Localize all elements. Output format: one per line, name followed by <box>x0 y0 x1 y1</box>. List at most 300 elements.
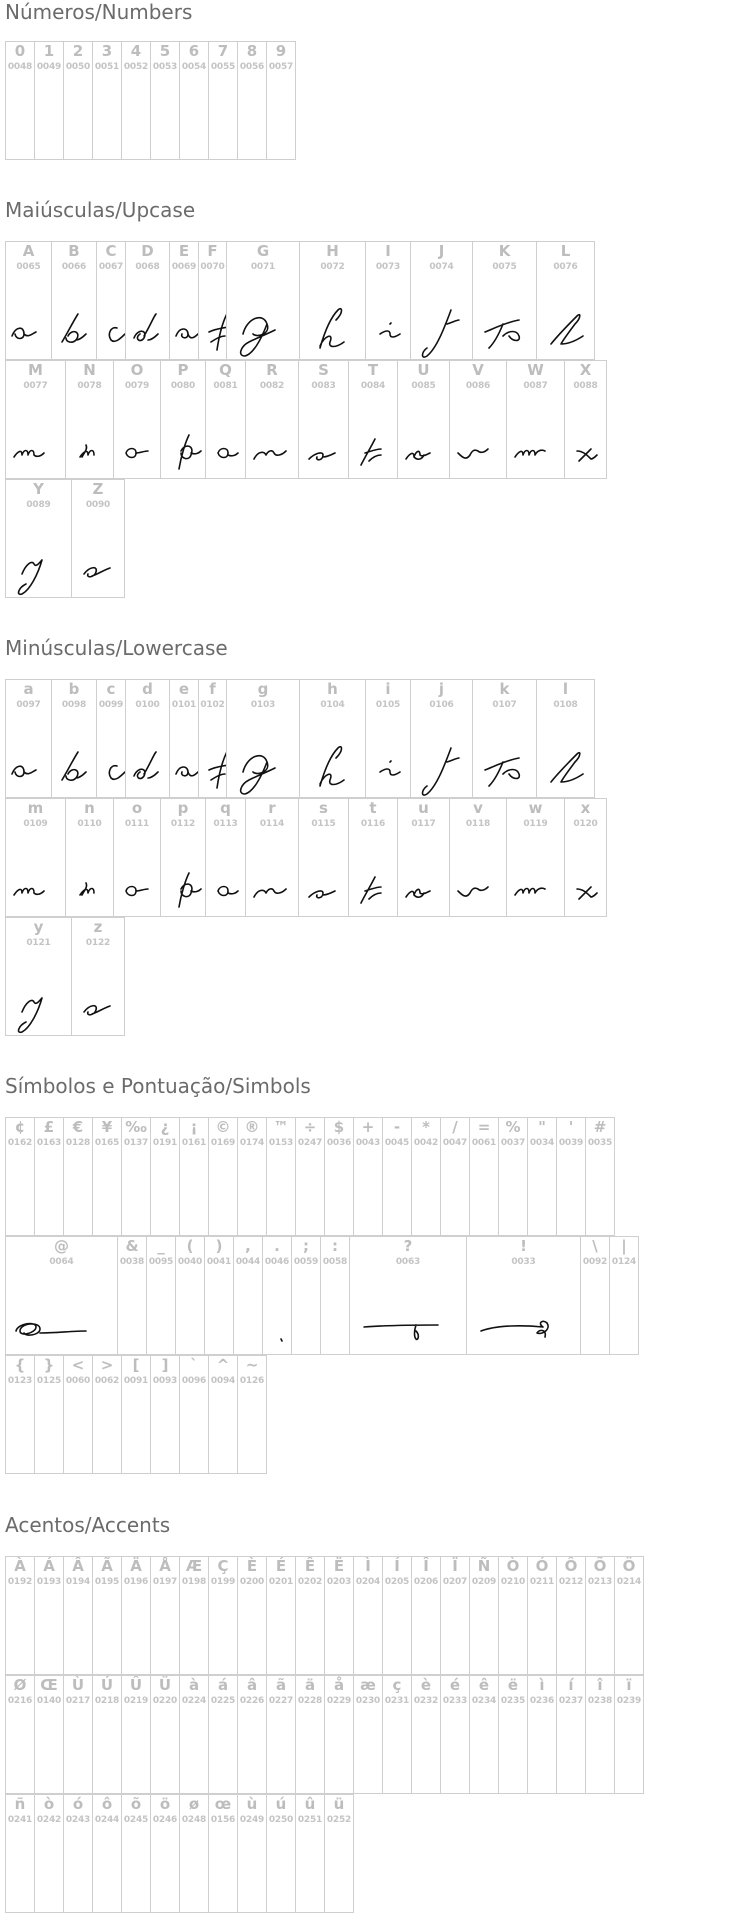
glyph-cell <box>226 679 300 798</box>
glyph-code: 0219 <box>123 1696 149 1706</box>
glyph-code: 0097 <box>16 700 41 710</box>
glyph-cell <box>609 1236 639 1355</box>
glyph-code: 0118 <box>465 819 491 829</box>
glyph-character: Ä <box>130 1557 142 1575</box>
glyph-character: ¢ <box>14 1118 26 1136</box>
glyph-cell <box>536 679 595 798</box>
section-title: Maiúsculas/Upcase <box>5 198 196 222</box>
glyph-cell <box>291 1236 321 1355</box>
glyph-cell <box>411 1117 441 1236</box>
glyph-character: á <box>217 1676 229 1694</box>
glyph-character: ) <box>215 1237 223 1255</box>
glyph-cell <box>506 360 565 479</box>
glyph-code: 0059 <box>293 1257 319 1267</box>
glyph-cell <box>63 1117 93 1236</box>
glyph-character: ñ <box>14 1795 26 1813</box>
glyph-character: V <box>472 361 484 379</box>
glyph-character: i <box>385 680 391 698</box>
glyph-cell <box>146 1236 176 1355</box>
glyph-code: 0055 <box>210 62 236 72</box>
glyph-code: 0050 <box>65 62 91 72</box>
glyph-code: 0232 <box>413 1696 439 1706</box>
glyph-cell <box>397 360 450 479</box>
glyph-sample <box>473 714 537 798</box>
glyph-cell <box>179 1675 209 1794</box>
glyph-character: q <box>220 799 231 817</box>
glyph-sample <box>114 395 161 479</box>
glyph-cell <box>51 679 97 798</box>
glyph-character: z <box>93 918 103 936</box>
glyph-code: 0248 <box>181 1815 207 1825</box>
glyph-code: 0220 <box>152 1696 178 1706</box>
glyph-sample <box>6 1271 118 1355</box>
glyph-character: ' <box>568 1118 574 1136</box>
glyph-code: 0072 <box>320 262 345 272</box>
glyph-code: 0153 <box>268 1138 294 1148</box>
glyph-code: 0196 <box>123 1577 149 1587</box>
glyph-sample <box>450 395 507 479</box>
glyph-cell <box>179 1794 209 1913</box>
glyph-character: Ê <box>304 1557 316 1575</box>
glyph-code: 0110 <box>77 819 102 829</box>
glyph-sample <box>299 395 349 479</box>
glyph-character: F <box>207 242 218 260</box>
glyph-code: 0246 <box>152 1815 178 1825</box>
glyph-character: K <box>498 242 511 260</box>
glyph-code: 0048 <box>7 62 33 72</box>
section-title: Acentos/Accents <box>5 1513 171 1537</box>
glyph-cell <box>208 1117 238 1236</box>
glyph-sample <box>170 276 199 360</box>
glyph-code: 0089 <box>26 500 51 510</box>
glyph-cell <box>262 1236 292 1355</box>
glyph-character: Õ <box>593 1557 607 1575</box>
glyph-code: 0085 <box>411 381 436 391</box>
glyph-cell <box>266 1794 296 1913</box>
glyph-character: E <box>178 242 190 260</box>
glyph-character: x <box>580 799 591 817</box>
glyph-cell <box>237 1556 267 1675</box>
glyph-character: s <box>319 799 328 817</box>
glyph-code: 0102 <box>200 700 225 710</box>
glyph-character: [ <box>132 1356 140 1374</box>
glyph-character: r <box>268 799 276 817</box>
glyph-code: 0156 <box>210 1815 236 1825</box>
glyph-cell <box>5 1355 35 1474</box>
glyph-cell <box>5 1556 35 1675</box>
glyph-sample <box>227 714 300 798</box>
glyph-cell <box>226 241 300 360</box>
glyph-cell <box>397 798 450 917</box>
glyph-cell <box>63 1675 93 1794</box>
glyph-code: 0193 <box>36 1577 62 1587</box>
glyph-cell <box>63 41 93 160</box>
glyph-code: 0043 <box>355 1138 381 1148</box>
glyph-code: 0243 <box>65 1815 91 1825</box>
glyph-code: 0163 <box>36 1138 62 1148</box>
glyph-code: 0224 <box>181 1696 207 1706</box>
glyph-character: Ñ <box>477 1557 491 1575</box>
glyph-code: 0095 <box>148 1257 174 1267</box>
glyph-sample <box>507 833 565 917</box>
glyph-code: 0103 <box>250 700 276 710</box>
glyph-cell <box>469 1675 499 1794</box>
glyph-cell <box>121 1556 151 1675</box>
glyph-code: 0231 <box>384 1696 410 1706</box>
glyph-character: B <box>68 242 80 260</box>
glyph-cell <box>324 1117 354 1236</box>
glyph-cell <box>175 1236 205 1355</box>
glyph-cell <box>348 360 398 479</box>
glyph-code: 0236 <box>529 1696 555 1706</box>
glyph-cell <box>382 1117 412 1236</box>
glyph-sample <box>450 833 507 917</box>
glyph-cell <box>527 1556 557 1675</box>
glyph-cell <box>324 1675 354 1794</box>
glyph-code: 0123 <box>7 1376 33 1386</box>
glyph-character: 0 <box>14 42 26 60</box>
glyph-cell <box>295 1675 325 1794</box>
glyph-sample <box>52 714 97 798</box>
glyph-character: ã <box>275 1676 287 1694</box>
glyph-cell <box>51 241 97 360</box>
glyph-cell <box>564 360 607 479</box>
glyph-character: Ã <box>101 1557 113 1575</box>
glyph-character: A <box>22 242 35 260</box>
glyph-character: ~ <box>245 1356 259 1374</box>
glyph-code: 0202 <box>297 1577 323 1587</box>
glyph-cell <box>160 360 206 479</box>
glyph-cell <box>411 1675 441 1794</box>
glyph-cell <box>411 1556 441 1675</box>
glyph-code: 0096 <box>181 1376 207 1386</box>
glyph-character: l <box>562 680 569 698</box>
glyph-character: ; <box>303 1237 309 1255</box>
glyph-cell <box>5 241 52 360</box>
glyph-character: $ <box>333 1118 345 1136</box>
glyph-character: ( <box>186 1237 194 1255</box>
glyph-character: ó <box>72 1795 84 1813</box>
glyph-code: 0217 <box>65 1696 91 1706</box>
glyph-cell <box>169 241 199 360</box>
glyph-code: 0062 <box>94 1376 120 1386</box>
glyph-code: 0229 <box>326 1696 352 1706</box>
glyph-character: Í <box>394 1557 400 1575</box>
glyph-code: 0245 <box>123 1815 149 1825</box>
glyph-sample <box>206 833 246 917</box>
glyph-code: 0086 <box>465 381 491 391</box>
glyph-character: { <box>14 1356 26 1374</box>
glyph-code: 0053 <box>152 62 178 72</box>
glyph-cell <box>150 41 180 160</box>
glyph-code: 0041 <box>206 1257 232 1267</box>
glyph-code: 0111 <box>124 819 150 829</box>
glyph-character: 8 <box>246 42 258 60</box>
glyph-code: 0066 <box>61 262 87 272</box>
glyph-cell <box>65 798 114 917</box>
glyph-code: 0049 <box>36 62 62 72</box>
glyph-code: 0070 <box>200 262 225 272</box>
glyph-code: 0228 <box>297 1696 323 1706</box>
glyph-cell <box>237 1355 267 1474</box>
glyph-code: 0194 <box>65 1577 91 1587</box>
glyph-cell <box>298 360 349 479</box>
glyph-code: 0124 <box>611 1257 637 1267</box>
glyph-character: € <box>72 1118 84 1136</box>
section-title: Símbolos e Pontuação/Simbols <box>5 1074 311 1098</box>
glyph-sample <box>246 833 299 917</box>
glyph-code: 0092 <box>582 1257 608 1267</box>
glyph-character: _ <box>157 1237 165 1255</box>
glyph-character: H <box>326 242 339 260</box>
glyph-code: 0067 <box>98 262 124 272</box>
glyph-sample <box>300 714 366 798</box>
glyph-sample <box>66 395 114 479</box>
glyph-code: 0119 <box>523 819 548 829</box>
glyph-character: d <box>142 680 153 698</box>
glyph-code: 0040 <box>177 1257 203 1267</box>
glyph-character: è <box>420 1676 432 1694</box>
glyph-code: 0090 <box>85 500 111 510</box>
glyph-code: 0091 <box>123 1376 149 1386</box>
glyph-cell <box>204 1236 234 1355</box>
glyph-cell <box>113 798 161 917</box>
glyph-character: ` <box>190 1356 198 1374</box>
glyph-cell <box>92 1794 122 1913</box>
glyph-code: 0198 <box>181 1577 207 1587</box>
glyph-character: + <box>361 1118 375 1136</box>
glyph-code: 0197 <box>152 1577 178 1587</box>
glyph-cell <box>564 798 607 917</box>
glyph-sample <box>565 395 607 479</box>
glyph-character: 7 <box>217 42 229 60</box>
glyph-cell <box>266 1675 296 1794</box>
glyph-code: 0077 <box>23 381 48 391</box>
glyph-character: y <box>33 918 44 936</box>
glyph-character: ò <box>43 1795 55 1813</box>
glyph-cell <box>179 1355 209 1474</box>
glyph-sample <box>246 395 299 479</box>
glyph-sample <box>350 1271 467 1355</box>
glyph-character: - <box>393 1118 401 1136</box>
glyph-cell <box>208 1556 238 1675</box>
glyph-character: œ <box>214 1795 232 1813</box>
glyph-code: 0069 <box>171 262 197 272</box>
glyph-character: G <box>256 242 270 260</box>
glyph-code: 0192 <box>7 1577 33 1587</box>
glyph-sample <box>565 833 607 917</box>
glyph-code: 0234 <box>471 1696 497 1706</box>
glyph-code: 0063 <box>395 1257 421 1267</box>
glyph-code: 0076 <box>553 262 578 272</box>
glyph-character: Ë <box>333 1557 345 1575</box>
glyph-character: U <box>417 361 430 379</box>
glyph-code: 0108 <box>553 700 578 710</box>
glyph-sample <box>206 395 246 479</box>
glyph-cell <box>353 1675 383 1794</box>
glyph-cell <box>5 1794 35 1913</box>
glyph-cell <box>150 1794 180 1913</box>
glyph-character: u <box>418 799 429 817</box>
glyph-code: 0060 <box>65 1376 91 1386</box>
glyph-code: 0037 <box>500 1138 526 1148</box>
glyph-code: 0204 <box>355 1577 381 1587</box>
glyph-sample <box>507 395 565 479</box>
glyph-code: 0082 <box>259 381 285 391</box>
glyph-code: 0225 <box>210 1696 236 1706</box>
glyph-character: 9 <box>275 42 287 60</box>
glyph-code: 0093 <box>152 1376 178 1386</box>
glyph-code: 0058 <box>322 1257 348 1267</box>
glyph-cell <box>440 1675 470 1794</box>
glyph-code: 0035 <box>587 1138 613 1148</box>
glyph-character: õ <box>130 1795 142 1813</box>
glyph-cell <box>556 1675 586 1794</box>
glyph-character: f <box>209 680 216 698</box>
glyph-code: 0126 <box>239 1376 265 1386</box>
glyph-code: 0210 <box>500 1577 526 1587</box>
glyph-cell <box>208 1675 238 1794</box>
glyph-code: 0205 <box>384 1577 410 1587</box>
glyph-character: ÷ <box>303 1118 317 1136</box>
glyph-character: : <box>332 1237 338 1255</box>
glyph-cell <box>121 1117 151 1236</box>
glyph-code: 0073 <box>375 262 401 272</box>
glyph-cell <box>179 41 209 160</box>
glyph-code: 0214 <box>616 1577 642 1587</box>
glyph-cell <box>96 241 126 360</box>
glyph-code: 0206 <box>413 1577 439 1587</box>
glyph-character: æ <box>360 1676 376 1694</box>
glyph-code: 0087 <box>523 381 548 391</box>
glyph-cell <box>299 241 366 360</box>
glyph-code: 0213 <box>587 1577 613 1587</box>
glyph-sample <box>6 952 72 1036</box>
glyph-code: 0252 <box>326 1815 352 1825</box>
glyph-character: " <box>538 1118 546 1136</box>
glyph-cell <box>63 1355 93 1474</box>
glyph-character: À <box>14 1557 26 1575</box>
glyph-cell <box>382 1556 412 1675</box>
glyph-code: 0065 <box>16 262 41 272</box>
glyph-character: Æ <box>185 1557 203 1575</box>
glyph-sample <box>72 952 125 1036</box>
glyph-cell <box>614 1556 644 1675</box>
glyph-code: 0109 <box>23 819 48 829</box>
glyph-sample <box>114 833 161 917</box>
glyph-character: 5 <box>159 42 171 60</box>
glyph-character: m <box>27 799 44 817</box>
glyph-code: 0098 <box>61 700 87 710</box>
glyph-character: v <box>473 799 483 817</box>
glyph-cell <box>298 798 349 917</box>
glyph-character: h <box>327 680 338 698</box>
glyph-character: ç <box>392 1676 402 1694</box>
glyph-character: 1 <box>43 42 55 60</box>
glyph-code: 0115 <box>311 819 336 829</box>
glyph-cell <box>365 679 411 798</box>
glyph-sample <box>97 276 126 360</box>
glyph-code: 0114 <box>259 819 285 829</box>
glyph-code: 0116 <box>360 819 386 829</box>
glyph-cell <box>353 1117 383 1236</box>
glyph-cell <box>5 1675 35 1794</box>
glyph-sample <box>72 514 125 598</box>
glyph-code: 0162 <box>7 1138 33 1148</box>
glyph-code: 0033 <box>511 1257 536 1267</box>
glyph-character: 6 <box>188 42 200 60</box>
glyph-sample <box>366 714 411 798</box>
glyph-sample <box>398 395 450 479</box>
glyph-character: c <box>106 680 116 698</box>
glyph-code: 0105 <box>375 700 401 710</box>
glyph-code: 0251 <box>297 1815 323 1825</box>
glyph-cell <box>580 1236 610 1355</box>
glyph-cell <box>237 41 267 160</box>
glyph-cell <box>5 479 72 598</box>
glyph-character: | <box>621 1237 627 1255</box>
glyph-character: Ò <box>506 1557 520 1575</box>
glyph-character: ä <box>304 1676 316 1694</box>
glyph-character: J <box>438 242 445 260</box>
glyph-cell <box>198 241 227 360</box>
glyph-character: Â <box>72 1557 84 1575</box>
glyph-character: D <box>141 242 154 260</box>
glyph-character: Œ <box>40 1676 58 1694</box>
glyph-code: 0161 <box>181 1138 207 1148</box>
glyph-character: Ü <box>158 1676 172 1694</box>
glyph-sample <box>6 276 52 360</box>
section-title: Números/Numbers <box>5 0 193 24</box>
glyph-cell <box>117 1236 147 1355</box>
glyph-character: É <box>275 1557 287 1575</box>
glyph-cell <box>179 1556 209 1675</box>
glyph-cell <box>536 241 595 360</box>
glyph-code: 0211 <box>529 1577 555 1587</box>
glyph-cell <box>299 679 366 798</box>
glyph-code: 0081 <box>213 381 238 391</box>
glyph-code: 0165 <box>94 1138 120 1148</box>
glyph-cell <box>5 679 52 798</box>
glyph-cell <box>440 1556 470 1675</box>
glyph-cell <box>466 1236 581 1355</box>
glyph-character: Ï <box>452 1557 458 1575</box>
glyph-cell <box>113 360 161 479</box>
glyph-cell <box>440 1117 470 1236</box>
glyph-character: ! <box>520 1237 527 1255</box>
glyph-character: í <box>568 1676 574 1694</box>
glyph-sample <box>473 276 537 360</box>
glyph-cell <box>506 798 565 917</box>
glyph-cell <box>245 360 299 479</box>
glyph-cell <box>469 1117 499 1236</box>
glyph-code: 0241 <box>7 1815 33 1825</box>
glyph-code: 0218 <box>94 1696 120 1706</box>
glyph-sample <box>227 276 300 360</box>
glyph-cell <box>34 1794 64 1913</box>
glyph-cell <box>266 1556 296 1675</box>
glyph-cell <box>150 1355 180 1474</box>
glyph-cell <box>469 1556 499 1675</box>
glyph-cell <box>295 1794 325 1913</box>
glyph-character: S <box>318 361 329 379</box>
glyph-character: ö <box>159 1795 171 1813</box>
glyph-cell <box>324 1556 354 1675</box>
glyph-cell <box>410 679 473 798</box>
glyph-character: T <box>367 361 379 379</box>
glyph-code: 0074 <box>429 262 454 272</box>
glyph-cell <box>150 1556 180 1675</box>
